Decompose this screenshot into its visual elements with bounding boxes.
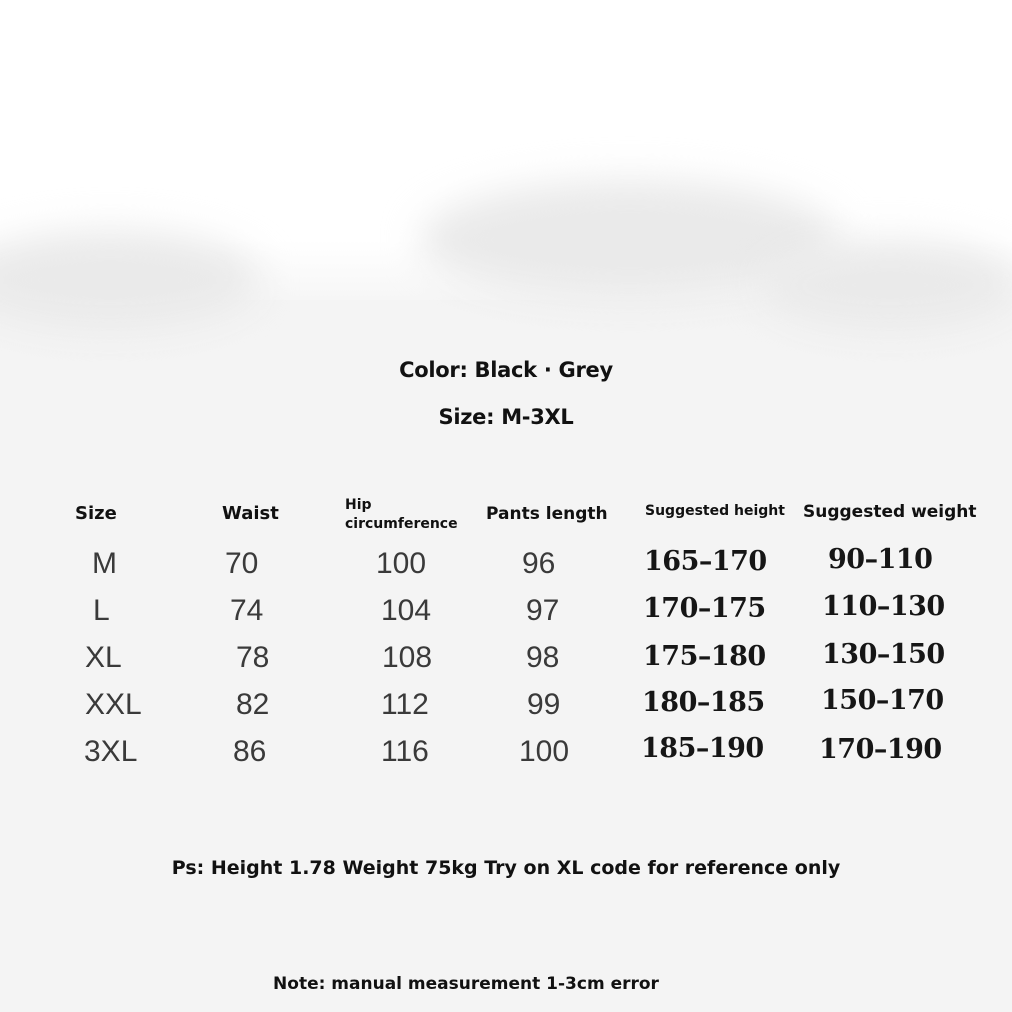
table-cell: 86 [233, 735, 267, 768]
background-smudge [760, 240, 1012, 330]
table-cell: 98 [526, 641, 560, 674]
table-cell: M [92, 547, 117, 580]
table-cell: 108 [382, 641, 433, 674]
table-cell: XL [85, 641, 122, 674]
table-cell: 112 [381, 688, 429, 721]
table-cell: 175–180 [643, 641, 766, 672]
table-cell: 70 [225, 547, 259, 580]
table-cell: 82 [236, 688, 270, 721]
table-cell: 130–150 [822, 639, 945, 670]
column-header-suggested-weight: Suggested weight [803, 502, 977, 522]
measurement-error-note: Note: manual measurement 1-3cm error [273, 974, 659, 994]
fit-reference-note: Ps: Height 1.78 Weight 75kg Try on XL code for reference only [171, 857, 841, 879]
table-cell: 90–110 [828, 544, 933, 575]
column-header-suggested-height: Suggested height [645, 503, 785, 519]
table-cell: 150–170 [821, 685, 944, 716]
table-cell: 180–185 [642, 687, 765, 718]
color-options: Color: Black · Grey [399, 358, 613, 382]
table-cell: 96 [522, 547, 556, 580]
table-cell: 78 [236, 641, 270, 674]
table-cell: 165–170 [644, 546, 767, 577]
table-cell: 170–190 [819, 734, 942, 765]
table-cell: 185–190 [641, 733, 764, 764]
table-cell: 97 [526, 594, 560, 627]
table-cell: L [93, 594, 110, 627]
table-cell: 110–130 [822, 591, 945, 622]
table-cell: XXL [85, 688, 142, 721]
column-header-hip: Hip circumference [345, 497, 458, 532]
table-cell: 99 [527, 688, 561, 721]
table-cell: 74 [230, 594, 264, 627]
table-cell: 116 [381, 735, 429, 768]
table-cell: 100 [519, 735, 570, 768]
table-cell: 104 [381, 594, 432, 627]
table-cell: 3XL [84, 735, 138, 768]
column-header-pants-length: Pants length [486, 504, 608, 524]
table-cell: 170–175 [643, 593, 766, 624]
size-range: Size: M-3XL [438, 405, 574, 429]
column-header-waist: Waist [222, 503, 279, 524]
column-header-size: Size [75, 503, 117, 524]
table-cell: 100 [376, 547, 427, 580]
